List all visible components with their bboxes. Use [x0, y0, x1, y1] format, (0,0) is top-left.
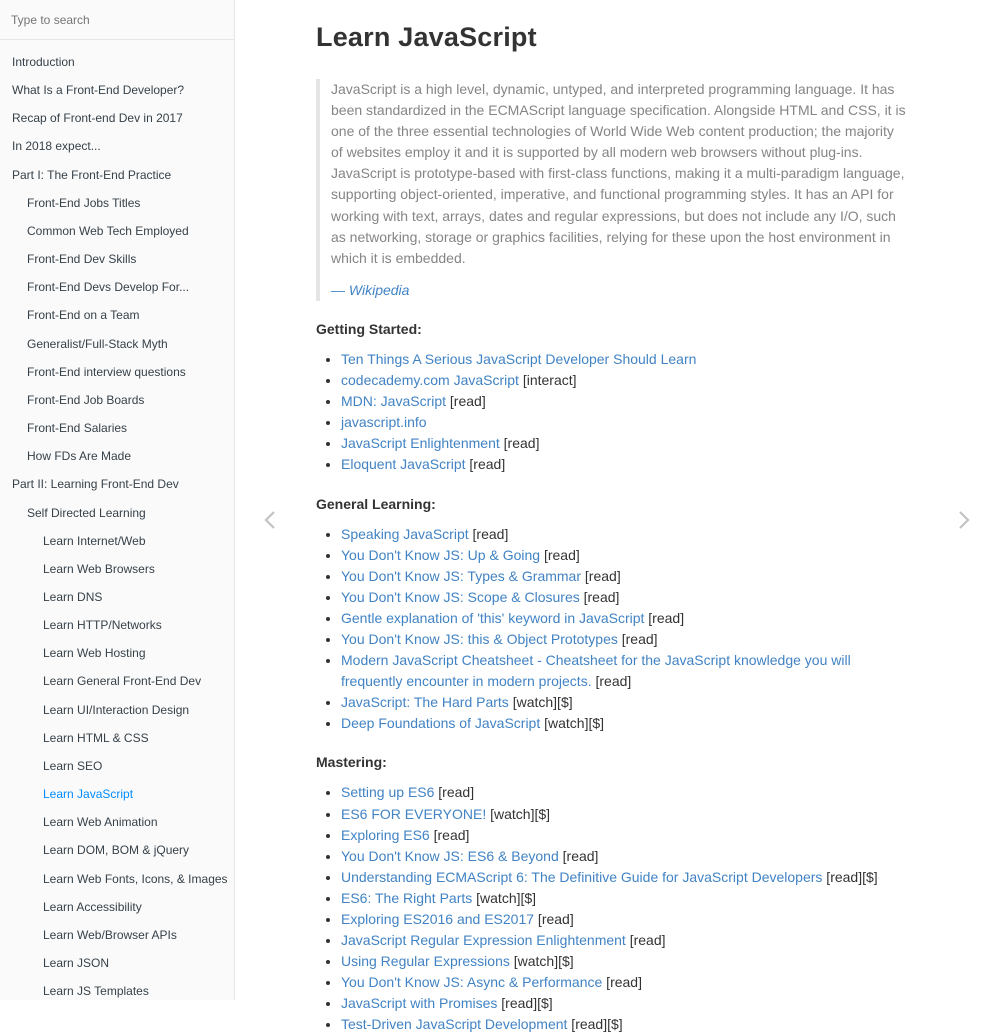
section-heading: General Learning:	[316, 495, 436, 512]
sidebar-item-learn-web-hosting[interactable]: Learn Web Hosting	[43, 646, 146, 661]
resource-tag: [watch][$]	[509, 953, 574, 970]
sidebar-item-learn-internet-web[interactable]: Learn Internet/Web	[43, 533, 146, 548]
sidebar	[0, 0, 235, 1000]
resource-link[interactable]: ES6 FOR EVERYONE!	[341, 805, 487, 822]
list-item	[341, 692, 908, 713]
main-content	[235, 0, 1000, 1033]
sidebar-item-how-fds-are-made[interactable]: How FDs Are Made	[27, 449, 132, 464]
resource-tag: [watch][$]	[472, 889, 537, 906]
chevron-left-icon	[261, 509, 279, 531]
sidebar-item-learn-js-templates[interactable]: Learn JS Templates	[43, 984, 149, 999]
list-item	[341, 782, 908, 803]
list-item	[341, 846, 908, 867]
resource-link[interactable]: Deep Foundations of JavaScript	[341, 715, 541, 732]
resource-link[interactable]: JavaScript Enlightenment	[341, 435, 500, 452]
resource-tag: [read]	[579, 588, 620, 605]
resource-link[interactable]: Eloquent JavaScript	[341, 456, 466, 473]
resource-tag: [read]	[625, 932, 666, 949]
resource-link[interactable]: JavaScript: The Hard Parts	[341, 694, 509, 711]
resource-link[interactable]: JavaScript with Promises	[341, 995, 498, 1012]
sidebar-item-front-end-dev-skills[interactable]: Front-End Dev Skills	[27, 252, 137, 267]
resource-tag: [watch][$]	[540, 715, 605, 732]
resource-tag: [read]	[465, 456, 506, 473]
resource-link[interactable]: javascript.info	[341, 414, 427, 431]
list-item	[341, 650, 908, 692]
sidebar-item-front-end-interview-questions[interactable]: Front-End interview questions	[27, 364, 186, 379]
sidebar-item-learn-ui-interaction-design[interactable]: Learn UI/Interaction Design	[43, 702, 190, 717]
resource-link[interactable]: JavaScript Regular Expression Enlightenment	[341, 932, 626, 949]
sidebar-item-generalist-full-stack-myth[interactable]: Generalist/Full-Stack Myth	[27, 336, 168, 351]
resource-tag: [read]	[581, 567, 621, 584]
resource-link[interactable]: You Don't Know JS: Scope & Closures	[341, 588, 580, 605]
resource-sections	[316, 321, 908, 1036]
sidebar-item-part-ii-learning-front-end-dev[interactable]: Part II: Learning Front-End Dev	[12, 477, 179, 492]
list-item	[341, 713, 908, 734]
list-item	[341, 608, 908, 629]
resource-tag: [read][$]	[497, 995, 553, 1012]
resource-tag: [read]	[617, 630, 658, 647]
search-bar	[0, 0, 234, 40]
sidebar-item-common-web-tech-employed[interactable]: Common Web Tech Employed	[27, 223, 189, 238]
sidebar-item-what-is-a-front-end-developer[interactable]: What Is a Front-End Developer?	[12, 83, 185, 98]
list-item	[341, 972, 908, 993]
sidebar-item-in-2018-expect[interactable]: In 2018 expect...	[12, 139, 101, 154]
resource-link[interactable]: You Don't Know JS: this & Object Prototypes	[341, 630, 618, 647]
sidebar-item-front-end-jobs-titles[interactable]: Front-End Jobs Titles	[27, 195, 141, 210]
list-item	[341, 888, 908, 909]
resource-tag: [read][$]	[822, 868, 878, 885]
list-item	[341, 1014, 908, 1035]
list-item	[341, 993, 908, 1014]
resource-link[interactable]: Speaking JavaScript	[341, 525, 469, 542]
next-page-button[interactable]	[949, 505, 979, 535]
resource-tag: [read][$]	[567, 1016, 623, 1033]
resource-link[interactable]: Understanding ECMAScript 6: The Definitive Guide for JavaScript Developers	[341, 868, 823, 885]
sidebar-item-self-directed-learning[interactable]: Self Directed Learning	[27, 505, 146, 520]
quote-text: JavaScript is a high level, dynamic, untyped, and interpreted programming language. It has been standardized in the ECMAScript language specification. Alongside HTML and CSS, it is one of the three essential technologies of World Wide Web content production; the majority of websites employ it and it is supported by all modern web browsers without plug-ins. JavaScript is prototype-based with first-class functions, making it a multi-paradigm language, supporting object-oriented, imperative, and functional programming styles. It has an API for working with text, arrays, dates and regular expressions, but does not include any I/O, such as networking, storage or graphics facilities, relying for these upon the host environment in which it is embedded.	[331, 81, 906, 266]
resource-list	[316, 524, 908, 735]
resource-list	[316, 782, 908, 1035]
resource-tag: [read]	[540, 546, 580, 563]
list-item	[341, 566, 908, 587]
resource-list	[316, 349, 908, 476]
chevron-right-icon	[955, 509, 973, 531]
sidebar-item-front-end-devs-develop-for[interactable]: Front-End Devs Develop For...	[27, 280, 190, 295]
resource-tag: [interact]	[518, 372, 577, 389]
resource-link[interactable]: ES6: The Right Parts	[341, 889, 473, 906]
resource-link[interactable]: Gentle explanation of 'this' keyword in JavaScript	[341, 609, 645, 626]
sidebar-item-learn-general-front-end-dev[interactable]: Learn General Front-End Dev	[43, 674, 202, 689]
cite-dash: —	[331, 281, 349, 298]
sidebar-nav	[0, 40, 234, 1005]
list-item	[341, 349, 908, 370]
resource-tag: [read]	[591, 673, 632, 690]
list-item	[341, 587, 908, 608]
resource-tag: [read]	[468, 525, 509, 542]
resource-tag: [read]	[429, 826, 470, 843]
page-title: Learn JavaScript	[316, 22, 537, 52]
sidebar-item-learn-html-css[interactable]: Learn HTML & CSS	[43, 730, 149, 745]
resource-link[interactable]: Exploring ES6	[341, 826, 430, 843]
sidebar-item-part-i-the-front-end-practice[interactable]: Part I: The Front-End Practice	[12, 167, 172, 182]
page-body	[316, 18, 908, 1036]
sidebar-item-front-end-salaries[interactable]: Front-End Salaries	[27, 421, 128, 436]
resource-tag: [watch][$]	[508, 694, 573, 711]
resource-link[interactable]: MDN: JavaScript	[341, 393, 447, 410]
sidebar-item-learn-web-browser-apis[interactable]: Learn Web/Browser APIs	[43, 927, 177, 942]
resource-link[interactable]: You Don't Know JS: ES6 & Beyond	[341, 847, 559, 864]
list-item	[341, 524, 908, 545]
resource-tag: [read]	[446, 393, 486, 410]
sidebar-item-learn-dom-bom-jquery[interactable]: Learn DOM, BOM & jQuery	[43, 843, 190, 858]
resource-link[interactable]: Setting up ES6	[341, 784, 435, 801]
resource-link[interactable]: Exploring ES2016 and ES2017	[341, 911, 535, 927]
resource-link[interactable]: Test-Driven JavaScript Development	[341, 1016, 568, 1033]
list-item	[341, 454, 908, 475]
sidebar-item-learn-web-animation[interactable]: Learn Web Animation	[43, 815, 158, 830]
list-item	[341, 391, 908, 412]
resource-link[interactable]: You Don't Know JS: Up & Going	[341, 546, 541, 563]
sidebar-item-introduction[interactable]: Introduction	[12, 55, 75, 69]
previous-page-button[interactable]	[255, 505, 285, 535]
list-item	[341, 433, 908, 454]
list-item	[341, 825, 908, 846]
resource-tag: [read]	[534, 911, 574, 927]
list-item	[341, 412, 908, 433]
list-item	[341, 951, 908, 972]
list-item	[341, 867, 908, 888]
sidebar-item-learn-json[interactable]: Learn JSON	[43, 956, 110, 970]
wikipedia-quote	[316, 79, 908, 301]
resource-link[interactable]: You Don't Know JS: Async & Performance	[341, 974, 603, 991]
quote-citation	[331, 280, 908, 301]
sidebar-item-learn-web-browsers[interactable]: Learn Web Browsers	[43, 561, 155, 576]
resource-tag: [watch][$]	[486, 805, 551, 822]
section-heading: Mastering:	[316, 754, 387, 771]
wikipedia-link[interactable]: Wikipedia	[348, 281, 410, 298]
sidebar-item-learn-dns[interactable]: Learn DNS	[43, 589, 103, 604]
sidebar-item-learn-accessibility[interactable]: Learn Accessibility	[43, 899, 142, 914]
list-item	[341, 909, 908, 930]
sidebar-item-front-end-job-boards[interactable]: Front-End Job Boards	[27, 392, 145, 407]
resource-tag: [read]	[558, 847, 599, 864]
list-item	[341, 930, 908, 951]
resource-tag: [read]	[644, 609, 685, 626]
sidebar-item-recap-of-front-end-dev-in-2017[interactable]: Recap of Front-end Dev in 2017	[12, 111, 183, 126]
resource-link[interactable]: Modern JavaScript Cheatsheet - Cheatsheet for the JavaScript knowledge you will frequently encounter in modern projects.	[341, 652, 851, 690]
search-input[interactable]	[0, 0, 234, 39]
resource-tag: [read]	[602, 974, 642, 991]
resource-tag: [read]	[434, 784, 475, 801]
resource-link[interactable]: codecademy.com JavaScript	[341, 372, 519, 389]
resource-tag: [read]	[499, 435, 540, 452]
list-item	[341, 804, 908, 825]
resource-link[interactable]: Using Regular Expressions	[341, 953, 510, 970]
list-item	[341, 370, 908, 391]
sidebar-item-learn-http-networks[interactable]: Learn HTTP/Networks	[43, 618, 162, 633]
sidebar-item-front-end-on-a-team[interactable]: Front-End on a Team	[27, 308, 140, 323]
resource-link[interactable]: Ten Things A Serious JavaScript Developer Should Learn	[341, 350, 697, 367]
section-heading: Getting Started:	[316, 320, 422, 337]
sidebar-item-learn-javascript[interactable]: Learn JavaScript	[43, 787, 134, 802]
resource-link[interactable]: You Don't Know JS: Types & Grammar	[341, 567, 582, 584]
sidebar-item-learn-web-fonts-icons-images[interactable]: Learn Web Fonts, Icons, & Images	[43, 871, 228, 886]
sidebar-item-learn-seo[interactable]: Learn SEO	[43, 758, 103, 773]
list-item	[341, 545, 908, 566]
list-item	[341, 629, 908, 650]
